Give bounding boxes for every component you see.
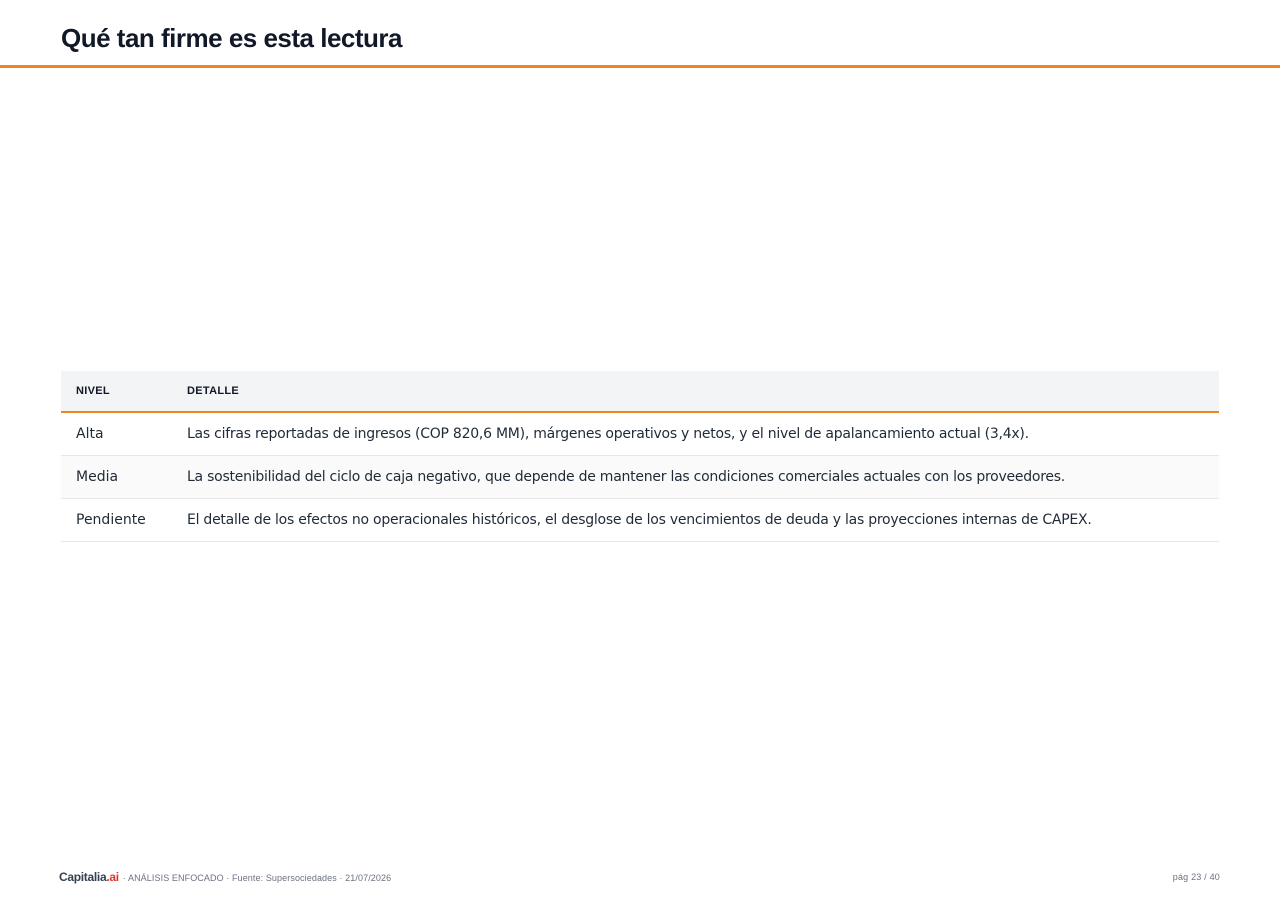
footer-meta: · ANÁLISIS ENFOCADO · Fuente: Supersociedades · 21/07/2026 [122, 873, 392, 883]
table-header [61, 371, 1219, 412]
brand-name: Capitalia [59, 870, 107, 884]
table-header-row [61, 371, 1219, 412]
column-header-level: NIVEL [61, 371, 172, 412]
page-title: Qué tan firme es esta lectura [61, 23, 402, 53]
brand-suffix: .ai [106, 870, 119, 884]
brand-logo [59, 870, 119, 884]
column-header-detail: DETALLE [172, 371, 1219, 412]
confidence-table-container [61, 371, 1219, 542]
level-cell: Media [76, 468, 119, 485]
page-number: pág 23 / 40 [1172, 872, 1220, 882]
footer-left [59, 869, 391, 886]
table-row [61, 455, 1219, 498]
page-footer [59, 869, 1220, 885]
table-body [61, 412, 1219, 541]
page-header [0, 0, 1280, 68]
confidence-table [61, 371, 1219, 542]
level-cell: Alta [76, 425, 104, 442]
detail-cell: El detalle de los efectos no operacionales históricos, el desglose de los vencimientos de deuda y las proyecciones internas de CAPEX. [187, 511, 1092, 528]
table-row [61, 412, 1219, 455]
detail-cell: La sostenibilidad del ciclo de caja negativo, que depende de mantener las condiciones comerciales actuales con los proveedores. [187, 468, 1065, 485]
level-cell: Pendiente [76, 511, 146, 528]
table-row [61, 498, 1219, 541]
detail-cell: Las cifras reportadas de ingresos (COP 820,6 MM), márgenes operativos y netos, y el nivel de apalancamiento actual (3,4x). [187, 425, 1029, 442]
